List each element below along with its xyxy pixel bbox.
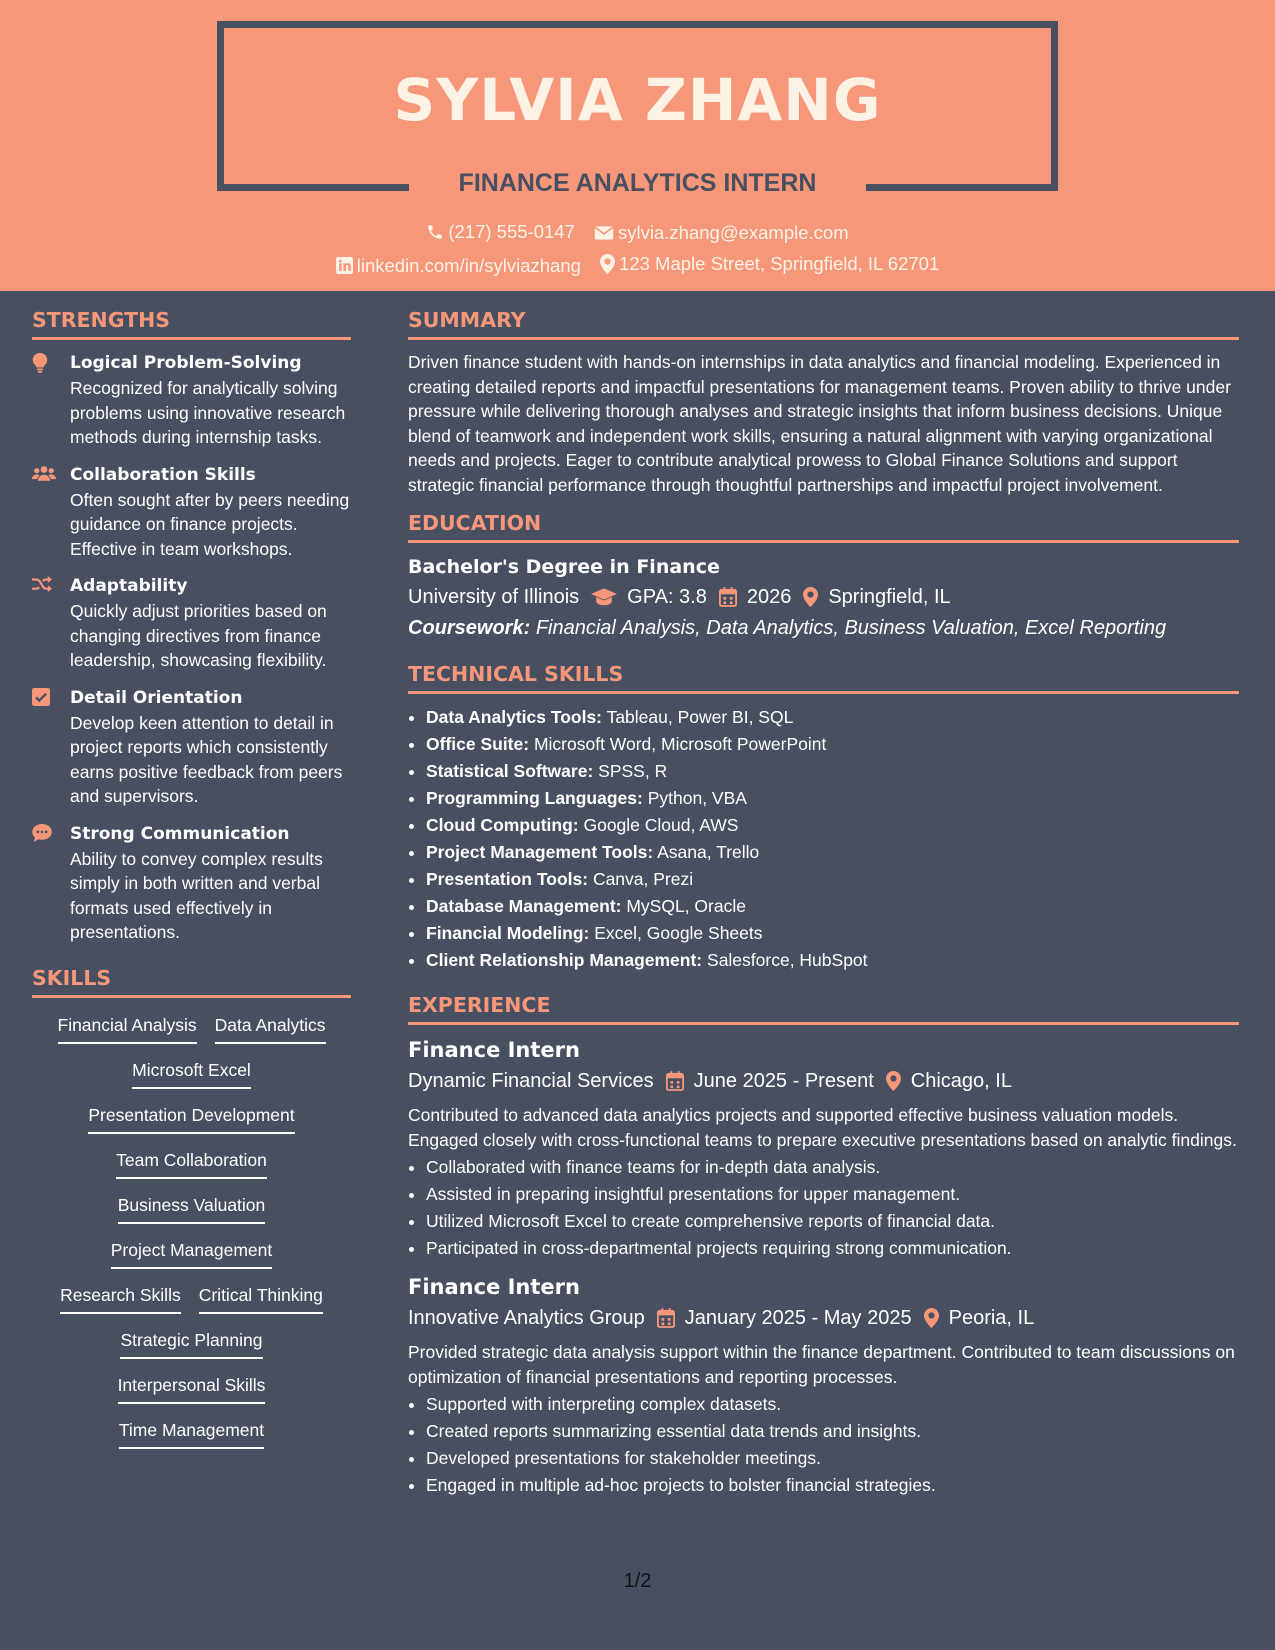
- tech-value: Salesforce, HubSpot: [707, 950, 868, 970]
- job-meta: [408, 1302, 1239, 1334]
- list-item: • Engaged in multiple ad-hoc projects to bolster financial strategies.: [426, 1472, 1239, 1499]
- coursework-list: Financial Analysis, Data Analytics, Business Valuation, Excel Reporting: [535, 617, 1167, 639]
- skills-row: [32, 1100, 351, 1145]
- graduation-year: 2026: [746, 586, 792, 608]
- coursework: [408, 613, 1239, 643]
- job-bullets: [408, 1154, 1239, 1262]
- skill-tag: Financial Analysis: [58, 1010, 197, 1044]
- strength-desc: Develop keen attention to detail in project reports which consistently earns positive feedback from peers and supervisors.: [70, 712, 343, 806]
- list-item: • Participated in cross-departmental projects requiring strong communication.: [426, 1235, 1239, 1262]
- map-pin-icon: [886, 1071, 901, 1091]
- job-description: Contributed to advanced data analytics projects and supported effective business valuation models. Engaged closely with cross-functional teams to prepare executive presentations based on analytic findings.: [408, 1105, 1237, 1150]
- tech-value: Google Cloud, AWS: [583, 815, 739, 835]
- tech-label: Office Suite:: [426, 734, 530, 754]
- list-item: [426, 866, 1239, 893]
- checkbox-icon: [32, 688, 50, 706]
- list-item: [426, 812, 1239, 839]
- school-name: University of Illinois: [408, 586, 580, 608]
- list-item: • Developed presentations for stakeholder meetings.: [426, 1445, 1239, 1472]
- skill-tag: Strategic Planning: [120, 1325, 262, 1359]
- right-column: [408, 303, 1239, 1509]
- skills-row: [32, 1325, 351, 1370]
- phone-text: (217) 555-0147: [448, 221, 575, 242]
- skill-tag: Time Management: [119, 1415, 264, 1449]
- email-text: sylvia.zhang@example.com: [618, 222, 849, 243]
- skills-row: [32, 1145, 351, 1190]
- skills-row: [32, 1010, 351, 1055]
- list-item: [426, 839, 1239, 866]
- phone-contact[interactable]: [426, 219, 575, 245]
- job-description: Provided strategic data analysis support within the finance department. Contributed to team discussions on optimization of financial presentations and reporting processes.: [408, 1342, 1235, 1387]
- skill-tag: Team Collaboration: [116, 1145, 267, 1179]
- education-meta: [408, 581, 1239, 613]
- education-heading: EDUCATION: [408, 506, 1239, 543]
- skill-tag: Project Management: [111, 1235, 272, 1269]
- job-meta: [408, 1065, 1239, 1097]
- strength-item: [32, 685, 351, 809]
- skills-row: [32, 1235, 351, 1280]
- tech-value: Microsoft Word, Microsoft PowerPoint: [533, 734, 827, 754]
- graduation-cap-icon: [591, 588, 617, 606]
- experience-entry: [408, 1035, 1239, 1262]
- experience-entry: [408, 1272, 1239, 1499]
- left-column: [32, 303, 351, 1460]
- skills-row: [32, 1055, 351, 1100]
- list-item: • Created reports summarizing essential data trends and insights.: [426, 1418, 1239, 1445]
- list-item: • Collaborated with finance teams for in-depth data analysis.: [426, 1154, 1239, 1181]
- list-item: • Utilized Microsoft Excel to create comprehensive reports of financial data.: [426, 1208, 1239, 1235]
- coursework-label: Coursework:: [408, 617, 531, 639]
- list-item: [426, 731, 1239, 758]
- phone-icon: [426, 223, 444, 241]
- summary-heading: SUMMARY: [408, 303, 1239, 340]
- tech-value: MySQL, Oracle: [626, 896, 746, 916]
- calendar-icon: [719, 587, 737, 607]
- strength-desc: Ability to convey complex results simply in both written and verbal formats used effectively in presentations.: [70, 848, 323, 942]
- summary-text: Driven finance student with hands-on internships in data analytics and financial modeling. Experienced in creating detailed reports and impactful presentations for management teams. Proven ability to thrive under pressure while delivering thorough analyses and strategic insights that inform business decisions. Unique blend of teamwork and independent work skills, ensuring a natural alignment with varying organizational needs and projects. Eager to contribute analytical prowess to Global Finance Solutions and support strategic financial performance through thoughtful partnerships and impactful project involvement.: [408, 352, 1231, 495]
- tech-value: Tableau, Power BI, SQL: [606, 707, 794, 727]
- linkedin-text: linkedin.com/in/sylviazhang: [356, 254, 581, 276]
- job-bullets: [408, 1391, 1239, 1499]
- strength-desc: Often sought after by peers needing guidance on finance projects. Effective in team workshops.: [70, 489, 350, 559]
- job-location: Peoria, IL: [948, 1307, 1035, 1329]
- map-pin-icon: [600, 254, 615, 274]
- list-item: [426, 947, 1239, 974]
- skill-tag: Data Analytics: [215, 1010, 326, 1044]
- strength-item: [32, 573, 351, 673]
- page-number: 1/2: [623, 1570, 652, 1592]
- list-item: [426, 920, 1239, 947]
- list-item: [426, 785, 1239, 812]
- skills-row: [32, 1280, 351, 1325]
- address-text: 123 Maple Street, Springfield, IL 62701: [619, 253, 940, 274]
- school-location: Springfield, IL: [828, 586, 951, 608]
- tech-label: Client Relationship Management:: [426, 950, 703, 970]
- calendar-icon: [657, 1308, 675, 1328]
- technical-skills-heading: TECHNICAL SKILLS: [408, 657, 1239, 694]
- tech-label: Database Management:: [426, 896, 622, 916]
- tech-value: Python, VBA: [647, 788, 747, 808]
- candidate-name: SYLVIA ZHANG: [393, 66, 882, 134]
- job-role: Finance Intern: [408, 1038, 580, 1062]
- list-item: • Supported with interpreting complex datasets.: [426, 1391, 1239, 1418]
- contact-row-2: [0, 251, 1275, 281]
- job-title: FINANCE ANALYTICS INTERN: [458, 169, 817, 197]
- job-role: Finance Intern: [408, 1275, 580, 1299]
- skill-tag: Research Skills: [60, 1280, 181, 1314]
- company-name: Dynamic Financial Services: [408, 1070, 654, 1092]
- tech-label: Cloud Computing:: [426, 815, 579, 835]
- linkedin-contact[interactable]: [336, 253, 581, 279]
- strength-title: Detail Orientation: [70, 687, 243, 708]
- job-location: Chicago, IL: [910, 1070, 1012, 1092]
- strength-title: Logical Problem-Solving: [70, 353, 302, 373]
- skill-tag: Presentation Development: [88, 1100, 294, 1134]
- lightbulb-icon: [32, 353, 48, 373]
- company-name: Innovative Analytics Group: [408, 1307, 645, 1329]
- shuffle-icon: [32, 576, 52, 593]
- tech-value: Canva, Prezi: [592, 869, 694, 889]
- chat-icon: [32, 824, 52, 842]
- skill-tag: Business Valuation: [118, 1190, 266, 1224]
- strengths-heading: STRENGTHS: [32, 303, 351, 340]
- tech-label: Programming Languages:: [426, 788, 643, 808]
- linkedin-icon: [336, 257, 353, 274]
- strength-desc: Recognized for analytically solving problems using innovative research methods during internship tasks.: [70, 378, 346, 447]
- job-dates: June 2025 - Present: [693, 1070, 874, 1092]
- tech-label: Project Management Tools:: [426, 842, 654, 862]
- tech-value: SPSS, R: [598, 761, 668, 781]
- strength-title: Adaptability: [70, 576, 188, 596]
- map-pin-icon: [924, 1308, 939, 1328]
- strength-title: Collaboration Skills: [70, 464, 256, 485]
- email-contact[interactable]: [594, 220, 849, 246]
- strength-title: Strong Communication: [70, 823, 290, 844]
- address-contact: [600, 251, 939, 277]
- skill-tag: Microsoft Excel: [132, 1055, 251, 1089]
- users-icon: [32, 465, 56, 482]
- skills-row: [32, 1190, 351, 1235]
- strength-item: [32, 350, 351, 450]
- degree-title: Bachelor's Degree in Finance: [408, 556, 720, 578]
- skill-tag: Critical Thinking: [199, 1280, 323, 1314]
- skills-tags: [32, 1008, 351, 1460]
- tech-value: Asana, Trello: [657, 842, 760, 862]
- tech-label: Presentation Tools:: [426, 869, 589, 889]
- map-pin-icon: [803, 587, 818, 607]
- list-item: [426, 758, 1239, 785]
- job-dates: January 2025 - May 2025: [684, 1307, 912, 1329]
- skills-row: [32, 1415, 351, 1460]
- calendar-icon: [666, 1071, 684, 1091]
- tech-value: Excel, Google Sheets: [594, 923, 763, 943]
- skills-heading: SKILLS: [32, 961, 351, 998]
- tech-label: Financial Modeling:: [426, 923, 590, 943]
- envelope-icon: [594, 225, 614, 241]
- skill-tag: Interpersonal Skills: [118, 1370, 266, 1404]
- contact-row-1: [0, 219, 1275, 248]
- strength-desc: Quickly adjust priorities based on changing directives from finance leadership, showcasing flexibility.: [70, 601, 327, 670]
- tech-label: Statistical Software:: [426, 761, 594, 781]
- experience-heading: EXPERIENCE: [408, 988, 1239, 1025]
- skills-row: [32, 1370, 351, 1415]
- technical-skills-list: [408, 704, 1239, 974]
- gpa-text: GPA: 3.8: [627, 586, 707, 608]
- tech-label: Data Analytics Tools:: [426, 707, 603, 727]
- strength-item: [32, 821, 351, 945]
- strength-item: [32, 462, 351, 562]
- list-item: • Assisted in preparing insightful presentations for upper management.: [426, 1181, 1239, 1208]
- list-item: [426, 893, 1239, 920]
- list-item: [426, 704, 1239, 731]
